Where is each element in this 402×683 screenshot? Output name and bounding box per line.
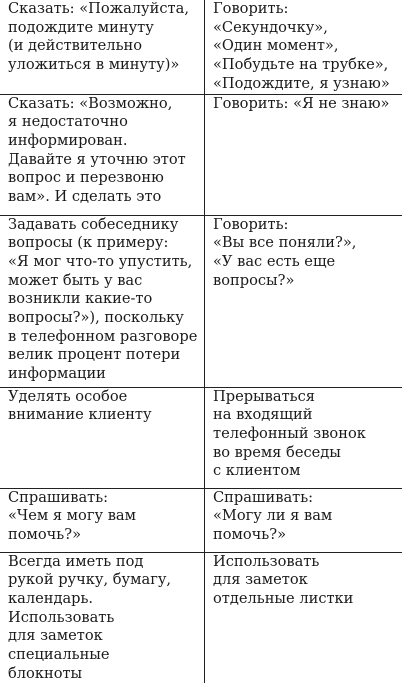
- table-cell-dont: Говорить: «Я не знаю»: [205, 94, 402, 215]
- table-cell-do: Всегда иметь под рукой ручку, бумагу, календарь. Использовать для заметок специальные блокноты: [0, 552, 205, 683]
- table-cell-dont: Использовать для заметок отдельные листки: [205, 552, 402, 683]
- table-cell-dont: Говорить: «Вы все поняли?», «У вас есть еще вопросы?»: [205, 215, 402, 387]
- table-row: [0, 215, 402, 387]
- table-cell-dont: Говорить: «Секундочку», «Один момент», «Побудьте на трубке», «Подождите, я узнаю»: [205, 0, 402, 94]
- table-row: [0, 488, 402, 552]
- table-cell-dont: Прерываться на входящий телефонный звонок во время беседы с клиентом: [205, 387, 402, 488]
- table-cell-do: Спрашивать: «Чем я могу вам помочь?»: [0, 488, 205, 552]
- table-row: [0, 387, 402, 488]
- table-cell-do: Задавать собеседнику вопросы (к примеру: «Я мог что-то упустить, может быть у вас возникли какие-то вопросы?»), поскольку в телефонном разговоре велик процент потери информации: [0, 215, 205, 387]
- table-cell-do: Сказать: «Пожалуйста, подождите минуту (и действительно уложиться в минуту)»: [0, 0, 205, 94]
- table-row: [0, 94, 402, 215]
- table-cell-dont: Спрашивать: «Могу ли я вам помочь?»: [205, 488, 402, 552]
- table-cell-do: Сказать: «Возможно, я недостаточно информирован. Давайте я уточню этот вопрос и перезвоню вам». И сделать это: [0, 94, 205, 215]
- table-row: [0, 552, 402, 683]
- table-cell-do: Уделять особое внимание клиенту: [0, 387, 205, 488]
- table-row: [0, 0, 402, 94]
